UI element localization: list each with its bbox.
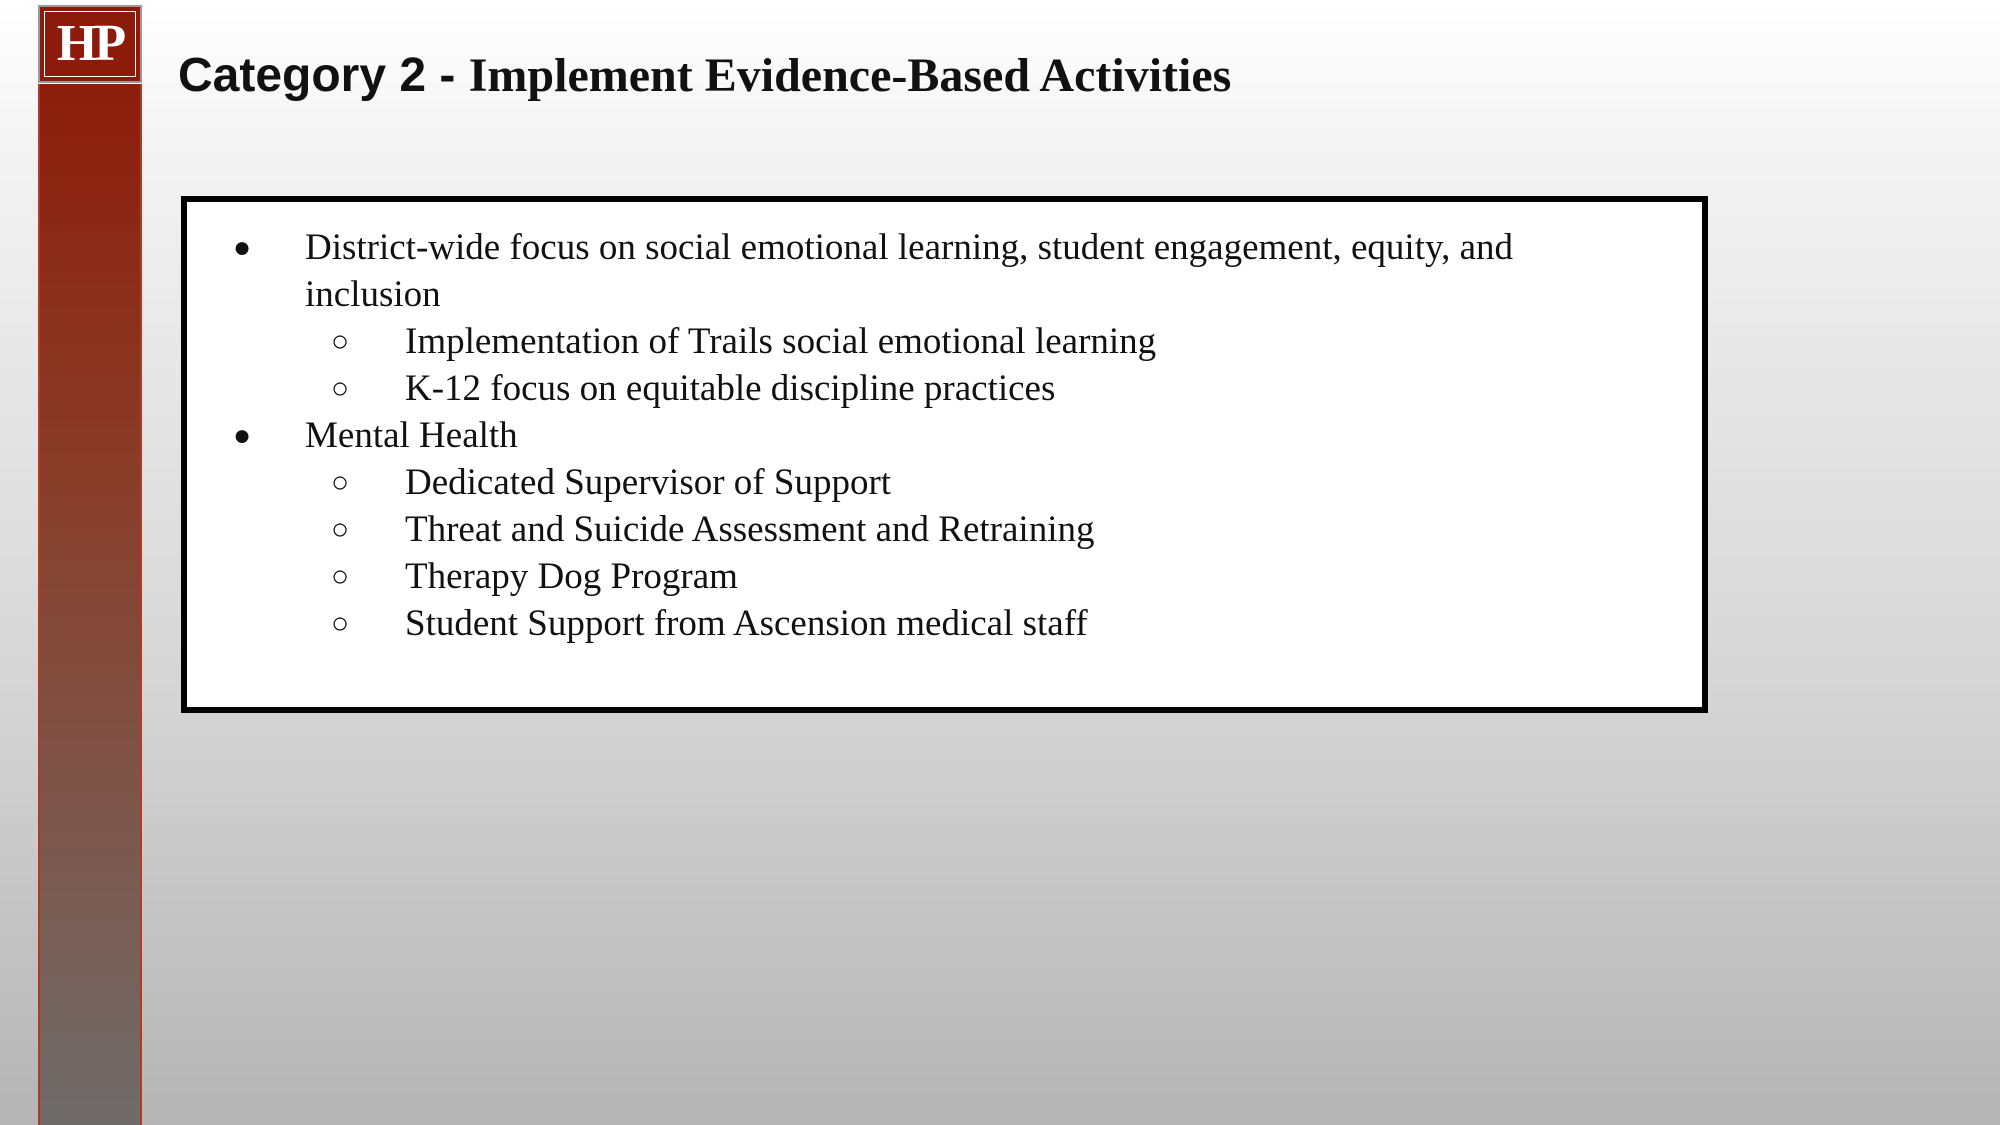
list-item-text: Threat and Suicide Assessment and Retraining [405,509,1095,550]
list-item [187,224,1702,318]
list-item [187,365,1702,412]
list-item-text: Implementation of Trails social emotional learning [405,321,1157,362]
bullet-list [187,224,1702,647]
title-heading: Implement Evidence-Based Activities [468,49,1232,102]
list-item-text: Therapy Dog Program [405,556,738,597]
list-item [187,600,1702,647]
list-item [187,553,1702,600]
list-item-text: K-12 focus on equitable discipline practices [405,368,1056,409]
slide-title [178,50,1231,103]
list-item-text: District-wide focus on social emotional learning, student engagement, equity, and inclusion [305,227,1513,315]
list-item [187,459,1702,506]
sub-bullet-marker: ○ [331,466,350,499]
list-item [187,318,1702,365]
list-item-text: Student Support from Ascension medical staff [405,603,1088,644]
side-bar [38,84,142,1125]
sub-bullet-marker: ○ [331,560,350,593]
bullet-marker: ● [233,231,252,264]
logo-text: HP [56,15,124,72]
sub-bullet-marker: ○ [331,325,350,358]
sub-bullet-marker: ○ [331,607,350,640]
content-box [181,196,1708,713]
bullet-marker: ● [233,419,252,452]
sub-bullet-marker: ○ [331,513,350,546]
title-category: Category 2 - [178,49,469,102]
list-item [187,506,1702,553]
sub-bullet-marker: ○ [331,372,350,405]
list-item-text: Dedicated Supervisor of Support [405,462,892,503]
hp-logo [38,5,142,83]
list-item [187,412,1702,459]
list-item-text: Mental Health [305,415,518,456]
